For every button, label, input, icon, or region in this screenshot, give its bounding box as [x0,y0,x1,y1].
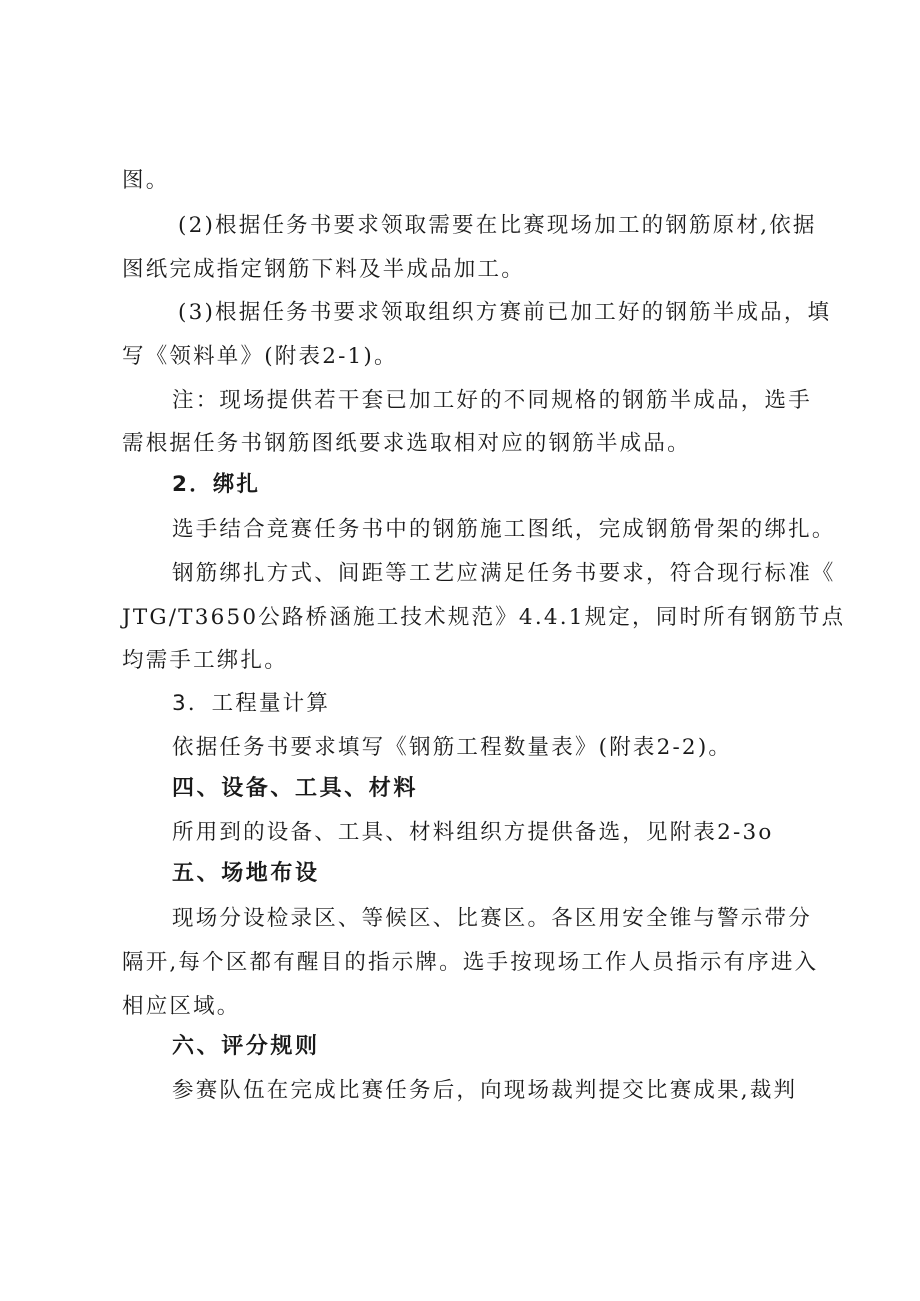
text-line-venue-1: 现场分设检录区、等候区、比赛区。各区用安全锥与警示带分 [172,906,812,931]
text-line-item-2-cont: 图纸完成指定钢筋下料及半成品加工。 [122,257,525,282]
text-line-continuation: 图。 [122,168,170,193]
text-line-item-3: (3)根据任务书要求领取组织方赛前已加工好的钢筋半成品，填 [178,300,832,325]
text-line-item-3-cont: 写《领料单》(附表2-1)。 [122,344,398,369]
text-line-binding-1: 选手结合竞赛任务书中的钢筋施工图纸，完成钢筋骨架的绑扎。 [172,517,836,542]
section-heading-equipment: 四、设备、工具、材料 [172,776,419,801]
text-line-venue-2: 隔开,每个区都有醒目的指示牌。选手按现场工作人员指示有序进入 [122,950,819,975]
text-line-binding-3: JTG/T3650公路桥涵施工技术规范》4.4.1规定，同时所有钢筋节点 [122,605,846,630]
text-line-scoring: 参赛队伍在完成比赛任务后，向现场裁判提交比赛成果,裁判 [172,1078,798,1103]
text-line-note: 注：现场提供若干套已加工好的不同规格的钢筋半成品，选手 [172,388,812,413]
text-line-binding-4: 均需手工绑扎。 [122,648,288,673]
section-heading-scoring: 六、评分规则 [172,1034,320,1059]
section-heading-binding: 2．绑扎 [172,472,261,497]
section-heading-quantity: 3．工程量计算 [172,691,331,716]
text-line-equipment: 所用到的设备、工具、材料组织方提供备选，见附表2-3o [172,820,774,845]
text-line-note-cont: 需根据任务书钢筋图纸要求选取相对应的钢筋半成品。 [122,431,691,456]
text-line-quantity: 依据任务书要求填写《钢筋工程数量表》(附表2-2)。 [172,735,733,760]
text-line-venue-3: 相应区域。 [122,994,241,1019]
text-line-binding-2: 钢筋绑扎方式、间距等工艺应满足任务书要求，符合现行标准《 [172,561,836,586]
section-heading-venue: 五、场地布设 [172,861,320,886]
text-line-item-2: (2)根据任务书要求领取需要在比赛现场加工的钢筋原材,依据 [178,213,817,238]
